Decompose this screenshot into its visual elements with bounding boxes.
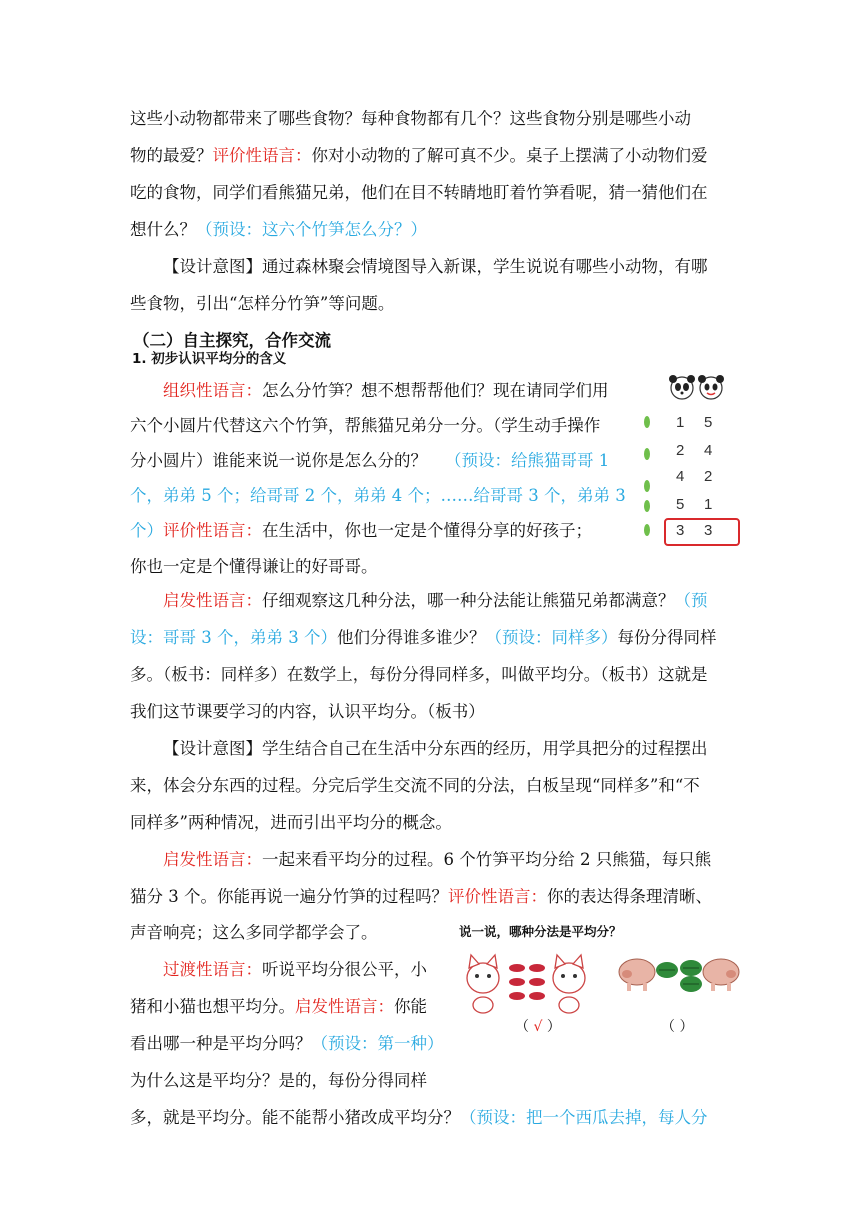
text-line: 来，体会分东西的过程。分完后学生交流不同的分法，白板呈现“同样多”和“不	[130, 776, 700, 795]
answer-mark-right: （ ）	[661, 1019, 694, 1035]
text-line: 启发性语言：一起来看平均分的过程。6 个竹笋平均分给 2 只熊猫，每只熊	[163, 850, 712, 869]
bamboo-shoot-icon	[644, 448, 650, 460]
fish-icon	[509, 964, 545, 1000]
text-line: 声音响亮；这么多同学都学会了。	[130, 923, 378, 942]
count-right: 1	[704, 496, 713, 513]
text-line: 【设计意图】通过森林聚会情境图导入新课，学生说说有哪些小动物，有哪	[163, 257, 708, 276]
text-line: 物的最爱？评价性语言：你对小动物的了解可真不少。桌子上摆满了小动物们爱	[130, 146, 708, 165]
text-line: 分小圆片）谁能来说一说你是怎么分的？ （预设：给熊猫哥哥 1	[130, 451, 610, 470]
cat-icon	[553, 955, 585, 1013]
preset-answer: （预设：给熊猫哥哥 1	[445, 451, 610, 470]
figure-caption: 说一说，哪种分法是平均分？	[459, 924, 622, 939]
text-line: 多，就是平均分。能不能帮小猪改成平均分？（预设：把一个西瓜去掉，每人分	[130, 1108, 708, 1127]
bamboo-shoot-icon	[644, 480, 650, 492]
text-line: 【设计意图】学生结合自己在生活中分东西的经历，用学具把分的过程摆出	[163, 739, 708, 758]
figure-illustrations	[455, 950, 745, 1020]
text-line: 吃的食物，同学们看熊猫兄弟，他们在目不转睛地盯着竹笋看呢，猜一猜他们在	[130, 183, 708, 202]
preset-answer: 个，弟弟 5 个；给哥哥 2 个，弟弟 4 个；……给哥哥 3 个，弟弟 3	[130, 486, 626, 505]
section-heading: （二）自主探究，合作交流	[133, 331, 331, 350]
text-line: 些食物，引出“怎样分竹笋”等问题。	[130, 294, 395, 313]
text-line: 你也一定是个懂得谦让的好哥哥。	[130, 557, 378, 576]
count-left: 2	[676, 442, 685, 459]
evaluative-language-label: 评价性语言：	[448, 887, 547, 906]
text-line: 六个小圆片代替这六个竹笋，帮熊猫兄弟分一分。（学生动手操作	[130, 416, 601, 435]
transition-language-label: 过渡性语言：	[163, 960, 262, 979]
heuristic-language-label: 启发性语言：	[163, 850, 262, 869]
text-line: 个）评价性语言：在生活中，你也一定是个懂得分享的好孩子；	[130, 521, 592, 540]
text-line: 我们这节课要学习的内容，认识平均分。（板书）	[130, 702, 485, 721]
watermelon-icon	[656, 960, 702, 992]
text-line: 多。（板书：同样多）在数学上，每份分得同样多，叫做平均分。（板书）这就是	[130, 665, 708, 684]
heuristic-language-label: 启发性语言：	[163, 591, 262, 610]
count-left: 3	[676, 522, 685, 539]
bamboo-shoot-icon	[644, 500, 650, 512]
text-line: 想什么？（预设：这六个竹笋怎么分？）	[130, 220, 427, 239]
count-right: 5	[704, 414, 713, 431]
text-line: 看出哪一种是平均分吗？（预设：第一种）	[130, 1034, 444, 1053]
panda-division-figure	[638, 374, 742, 544]
count-left: 1	[676, 414, 685, 431]
text-line: 设：哥哥 3 个，弟弟 3 个）他们分得谁多谁少？（预设：同样多）每份分得同样	[130, 628, 717, 647]
bamboo-shoot-icon	[644, 524, 650, 536]
preset-answer: （预设：这六个竹笋怎么分？）	[196, 220, 427, 239]
text-line: 同样多”两种情况，进而引出平均分的概念。	[130, 813, 452, 832]
text-line: 过渡性语言：听说平均分很公平，小	[163, 960, 427, 979]
evaluative-language-label: 评价性语言：	[212, 146, 312, 165]
count-left: 5	[676, 496, 685, 513]
fair-share-figure	[455, 922, 745, 1037]
cat-icon	[467, 955, 499, 1013]
text-line: 启发性语言：仔细观察这几种分法，哪一种分法能让熊猫兄弟都满意？（预	[163, 591, 708, 610]
heuristic-language-label: 启发性语言：	[295, 997, 394, 1016]
count-right: 2	[704, 468, 713, 485]
text-line: 猫分 3 个。你能再说一遍分竹笋的过程吗？评价性语言：你的表达得条理清晰、	[130, 887, 712, 906]
pig-icon	[619, 959, 655, 991]
count-right: 3	[704, 522, 713, 539]
text-line: 猪和小猫也想平均分。启发性语言：你能	[130, 997, 427, 1016]
panda-icon	[666, 374, 770, 400]
count-left: 4	[676, 468, 685, 485]
answer-mark-left: （ √ ）	[515, 1019, 561, 1035]
organizing-language-label: 组织性语言：	[163, 381, 262, 400]
count-right: 4	[704, 442, 713, 459]
subsection-heading: 1. 初步认识平均分的含义	[132, 351, 287, 367]
evaluative-language-label: 评价性语言：	[163, 521, 262, 540]
bamboo-shoot-icon	[644, 416, 650, 428]
text-line: 为什么这是平均分？是的，每份分得同样	[130, 1071, 427, 1090]
text-line: 组织性语言：怎么分竹笋？想不想帮帮他们？现在请同学们用	[163, 381, 609, 400]
pig-icon	[703, 959, 739, 991]
text-line: 这些小动物都带来了哪些食物？每种食物都有几个？这些食物分别是哪些小动	[130, 109, 691, 128]
